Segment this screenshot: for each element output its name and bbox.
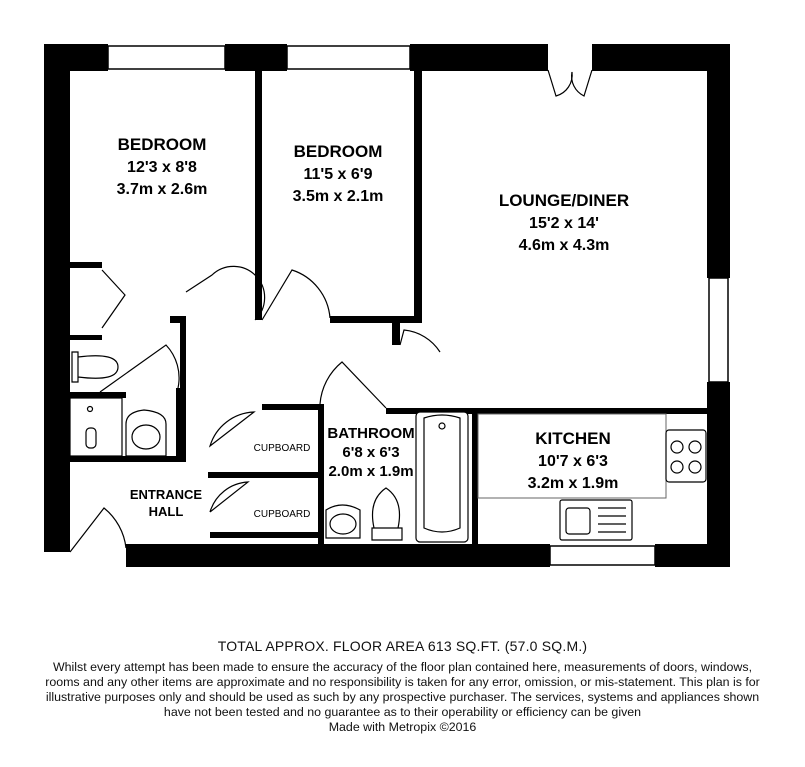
lounge-name: LOUNGE/DINER xyxy=(498,191,630,210)
made-with-credit: Made with Metropix ©2016 xyxy=(328,720,477,734)
hall-line1: ENTRANCE xyxy=(129,487,203,502)
room-label-bathroom xyxy=(327,425,414,480)
ensuite-toilet-icon xyxy=(72,352,118,382)
bedroom2-imperial: 11'5 x 6'9 xyxy=(303,166,373,183)
bedroom1-name: BEDROOM xyxy=(117,135,207,154)
cupboard2-door-swing xyxy=(210,482,248,512)
lounge-imperial: 15'2 x 14' xyxy=(529,215,599,232)
kitchen-name: KITCHEN xyxy=(535,429,611,448)
shower-tray xyxy=(70,398,122,456)
room-label-bedroom2 xyxy=(293,142,384,205)
french-door-right xyxy=(572,70,592,96)
room-label-lounge xyxy=(499,191,629,254)
cupboard1-door-swing xyxy=(210,412,254,446)
bedroom2-door-swing xyxy=(262,270,330,320)
kitchen-metric: 3.2m x 1.9m xyxy=(527,475,619,492)
room-label-hall xyxy=(130,487,203,519)
bathroom-metric: 2.0m x 1.9m xyxy=(328,463,414,480)
bedroom1-metric: 3.7m x 2.6m xyxy=(116,181,208,198)
shower-drain-icon xyxy=(88,407,93,412)
bathroom-name: BATHROOM xyxy=(327,425,415,442)
wardrobe-door-swing xyxy=(102,270,125,328)
room-label-bedroom1 xyxy=(117,135,208,198)
bathroom-toilet-icon xyxy=(372,488,402,540)
disclaimer: Whilst every attempt has been made to ensure the accuracy of the floor plan contained here, measurements of doors, windows, rooms and any other items are approximate and no responsibility is taken for any error, omission, or mis-statement. This plan is for illustrative purposes only and should be used as such by any prospective purchaser. The services, systems and appliances shown have not been tested and no guarantee as to their operability or efficiency can be given xyxy=(45,660,760,719)
footer xyxy=(0,638,805,735)
lounge-door-swing xyxy=(400,330,440,352)
ensuite-fixtures xyxy=(70,352,166,456)
room-label-kitchen xyxy=(528,429,619,492)
cupboard2-label: CUPBOARD xyxy=(253,509,311,520)
bedroom2-name: BEDROOM xyxy=(293,142,383,161)
bedroom2-metric: 3.5m x 2.1m xyxy=(292,188,384,205)
lounge-metric: 4.6m x 4.3m xyxy=(518,237,610,254)
bathroom-door-swing xyxy=(320,362,386,408)
bathroom-imperial: 6'8 x 6'3 xyxy=(342,444,400,461)
bedroom1-imperial: 12'3 x 8'8 xyxy=(127,159,197,176)
total-floor-area: TOTAL APPROX. FLOOR AREA 613 SQ.FT. (57.0 SQ.M.) xyxy=(217,638,588,654)
cupboard1-label: CUPBOARD xyxy=(253,443,311,454)
bedroom1-door-swing xyxy=(186,266,265,320)
front-door-swing xyxy=(70,508,126,552)
hob-icon xyxy=(666,430,706,482)
kitchen-imperial: 10'7 x 6'3 xyxy=(538,453,608,470)
french-door-left xyxy=(548,70,572,96)
hall-line2: HALL xyxy=(148,504,184,519)
